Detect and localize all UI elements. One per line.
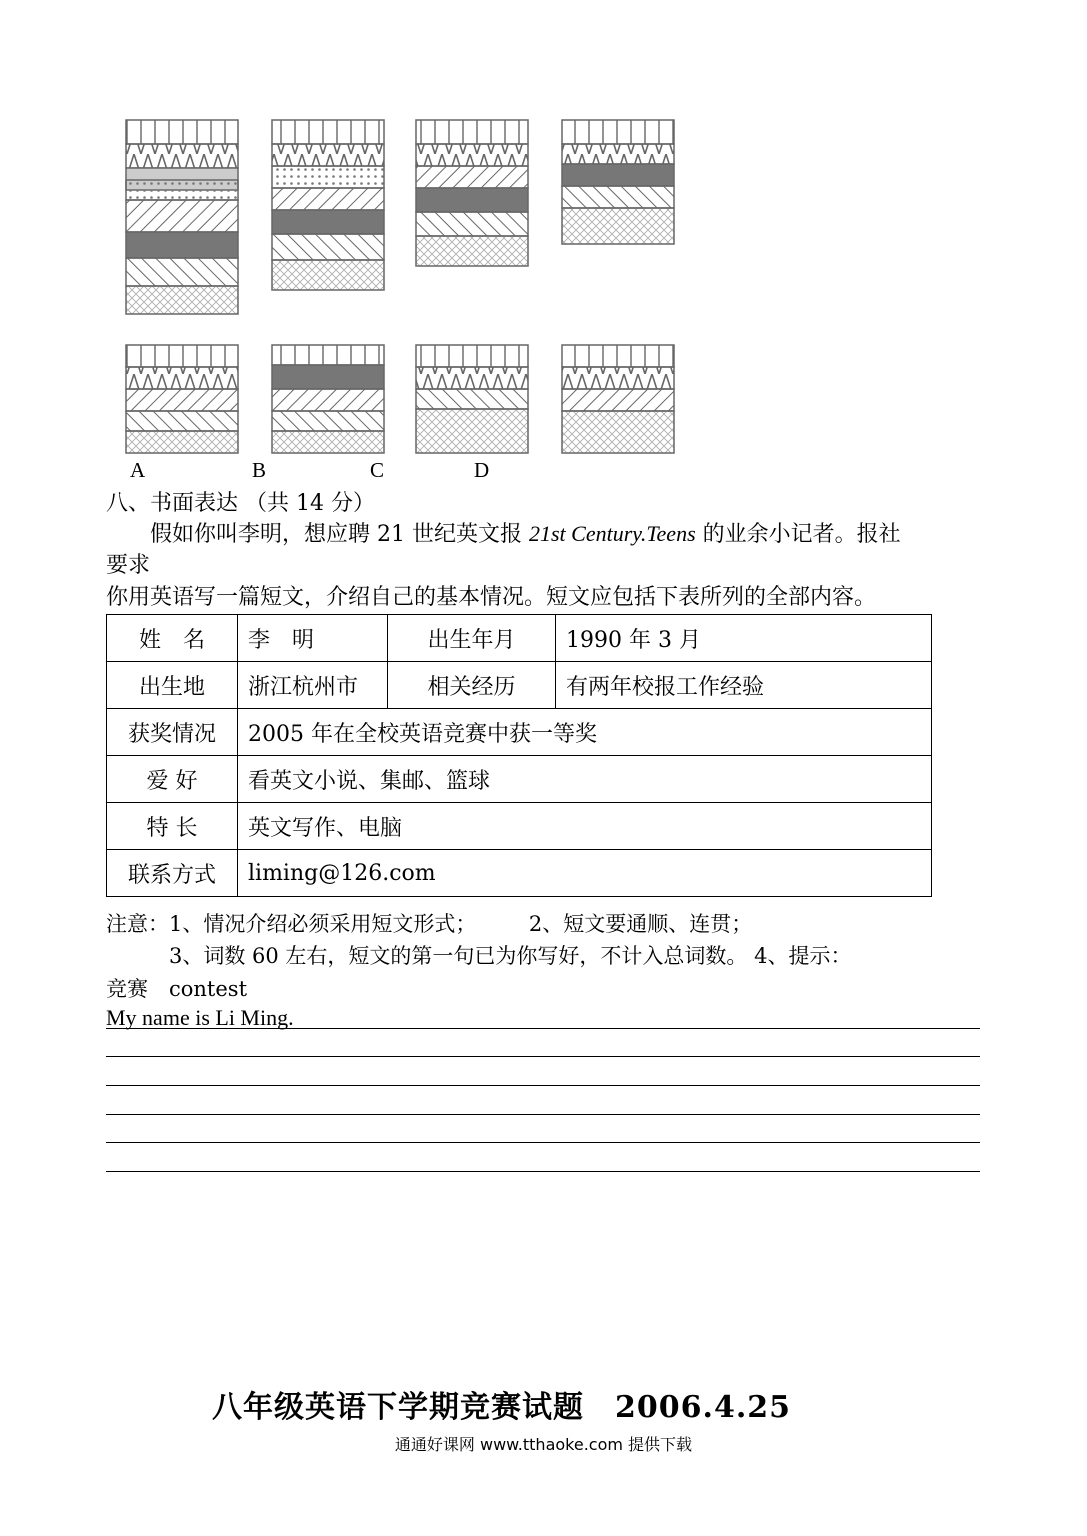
hobbies-label: 爱 好 [107, 756, 238, 803]
footer-title: 八年级英语下学期竞赛试题 2006.4.25 [212, 1390, 792, 1425]
layered-structures-figure [120, 110, 700, 460]
profile-table [106, 614, 932, 897]
writing-line[interactable] [106, 1028, 980, 1029]
structure-top-4 [562, 120, 674, 244]
table-row [107, 709, 932, 756]
structure-top-2 [272, 120, 384, 290]
structure-top-3 [416, 120, 528, 266]
structure-top-1 [126, 120, 238, 314]
prompt-line-3: 你用英语写一篇短文，介绍自己的基本情况。短文应包括下表所列的全部内容。 [106, 585, 877, 610]
writing-line[interactable] [106, 1142, 980, 1143]
writing-line[interactable] [106, 1085, 980, 1086]
option-label-a: A [130, 458, 146, 482]
birth-label: 出生年月 [388, 615, 556, 662]
option-label-b: B [252, 458, 267, 482]
table-row [107, 756, 932, 803]
option-label-c: C [370, 458, 385, 482]
structure-option-d [562, 345, 674, 453]
structure-option-c [416, 345, 528, 453]
option-label-d: D [474, 458, 490, 482]
birth-value: 1990 年 3 月 [556, 615, 932, 662]
structure-option-b [272, 345, 384, 453]
writing-line[interactable] [106, 1056, 980, 1057]
prompt-line-1-pre: 假如你叫李明，想应聘 21 世纪英文报 [150, 522, 529, 547]
table-row [107, 850, 932, 897]
experience-label: 相关经历 [388, 662, 556, 709]
name-value: 李 明 [238, 615, 388, 662]
notes-line-2: 3、词数 60 左右，短文的第一句已为你写好，不计入总词数。 4、提示： [106, 944, 852, 968]
birthplace-value: 浙江杭州市 [238, 662, 388, 709]
section-title: 八、书面表达 （共 14 分） [106, 491, 375, 516]
skills-label: 特 长 [107, 803, 238, 850]
experience-value: 有两年校报工作经验 [556, 662, 932, 709]
contact-label: 联系方式 [107, 850, 238, 897]
table-row [107, 662, 932, 709]
prompt-line-1 [150, 518, 901, 551]
contact-value: liming@126.com [238, 850, 932, 897]
writing-line[interactable] [106, 1171, 980, 1172]
notes-line-1: 注意：1、情况介绍必须采用短文形式； 2、短文要通顺、连贯； [106, 912, 753, 936]
table-row [107, 803, 932, 850]
hobbies-value: 看英文小说、集邮、篮球 [238, 756, 932, 803]
newspaper-name: 21st Century.Teens [528, 521, 696, 546]
prompt-line-2: 要求 [106, 553, 151, 578]
prompt-line-1-post: 的业余小记者。报社 [695, 522, 901, 547]
structure-option-a [126, 345, 238, 453]
table-row [107, 615, 932, 662]
skills-value: 英文写作、电脑 [238, 803, 932, 850]
notes-line-3: 竞赛 contest [106, 977, 248, 1001]
birthplace-label: 出生地 [107, 662, 238, 709]
first-sentence: My name is Li Ming. [106, 1005, 294, 1030]
awards-value: 2005 年在全校英语竞赛中获一等奖 [238, 709, 932, 756]
awards-label: 获奖情况 [107, 709, 238, 756]
footer-note: 通通好课网 www.tthaoke.com 提供下载 [394, 1435, 693, 1454]
writing-line[interactable] [106, 1114, 980, 1115]
name-label: 姓 名 [107, 615, 238, 662]
